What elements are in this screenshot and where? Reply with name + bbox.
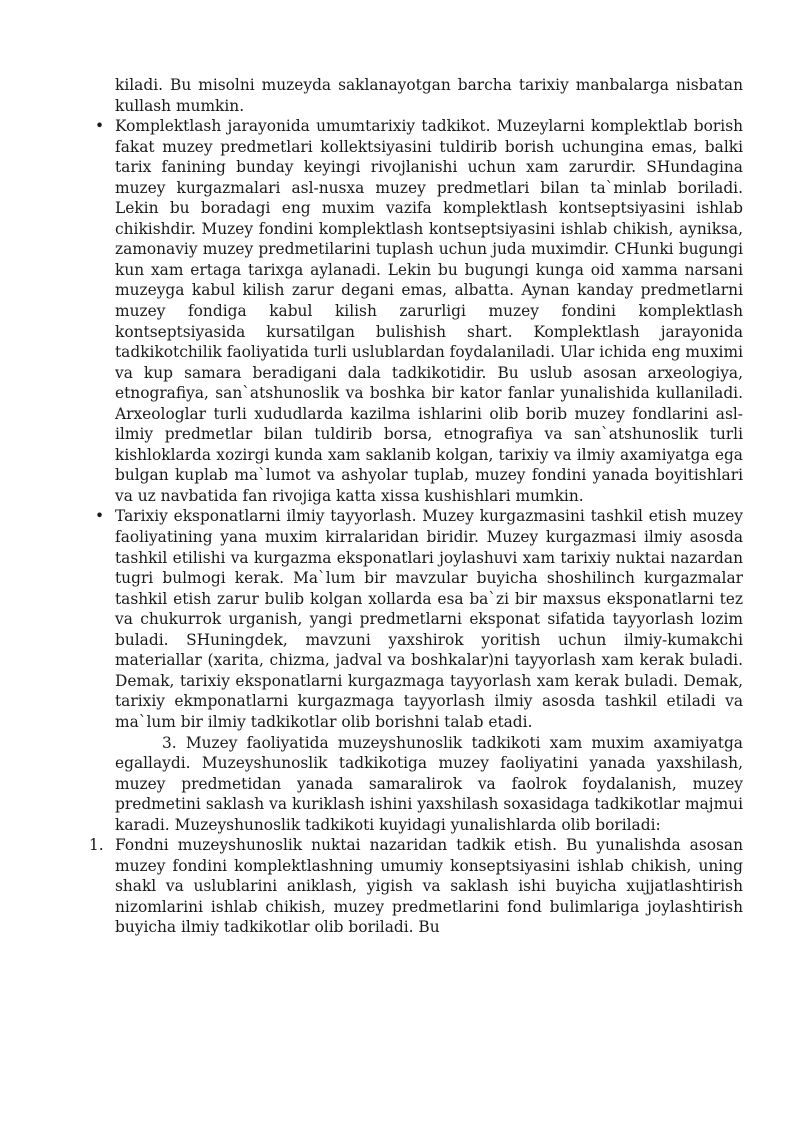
bullet-text: Tarixiy eksponatlarni ilmiy tayyorlash. Muzey kurgazmasini tashkil etish muzey faoliyatining yana muxim kirralaridan biridir. Muzey kurgazmasi ilmiy asosda tashkil etilishi va kurgazma eksponatlari joylashuvi xam tarixiy nuktai nazardan tugri bulmogi kerak. Ma`lum bir mavzular buyicha shoshilinch kurgazmalar tashkil etish zarur bulib kolgan xollarda esa ba`zi bir maxsus eksponatlarni tez va chukurrok urganish, yangi predmetlarni eksponat sifatida tayyorlash lozim buladi. SHuningdek, mavzuni yaxshirok yoritish uchun ilmiy-kumakchi materiallar (xarita, chizma, jadval va boshkalar)ni tayyorlash xam kerak buladi. Demak, tarixiy eksponatlarni kurgazmaga tayyorlash xam kerak buladi. Demak, tarixiy ekmponatlarni kurgazmaga tayyorlash ilmiy asosda tashkil etiladi va ma`lum bir ilmiy tadkikotlar olib borishni talab etadi. [115,507,743,731]
body-paragraph: 3. Muzey faoliyatida muzeyshunoslik tadkikoti xam muxim axamiyatga egallaydi. Muzeyshunoslik tadkikotiga muzey faoliyatini yanada yaxshilash, muzey predmetidan yanada samaralirok va faolrok foydalanish, muzey predmetini saklash va kuriklash ishini yaxshilash soxasidaga tadkikotlar majmui karadi. Muzeyshunoslik tadkikoti kuyidagi yunalishlarda olib boriladi: [115,733,743,834]
document-page [0,75,800,938]
bullet-item [95,116,743,506]
bullet-marker: • [95,117,105,136]
bullet-marker: • [95,507,105,526]
number-marker: 1. [89,836,104,855]
numbered-item [89,835,743,938]
bullet-item [95,506,743,732]
continuation-paragraph: kiladi. Bu misolni muzeyda saklanayotgan barcha tarixiy manbalarga nisbatan kullash mumkin. [115,76,743,115]
bullet-text: Komplektlash jarayonida umumtarixiy tadkikot. Muzeylarni komplektlab borish fakat muzey predmetlari kollektsiyasini tuldirib borish uchungina emas, balki tarix fanining bunday keyingi rivojlanishi uchun xam zarurdir. SHundagina muzey kurgazmalari asl-nusxa muzey predmetlari bilan ta`minlab boriladi. Lekin bu boradagi eng muxim vazifa komplektlash kontseptsiyasini ishlab chikishdir. Muzey fondini komplektlash kontseptsiyasini ishlab chikish, ayniksa, zamonaviy muzey predmetilarini tuplash uchun juda muximdir. CHunki bugungi kun xam ertaga tarixga aylanadi. Lekin bu bugungi kunga oid xamma narsani muzeyga kabul kilish zarur degani emas, albatta. Aynan kanday predmetlarni muzey fondiga kabul kilish zarurligi muzey fondini komplektlash kontseptsiyasida kursatilgan bulishish shart. Komplektlash jarayonida tadkikotchilik faoliyatida turli uslublardan foydalaniladi. Ular ichida eng muximi va kup samara beradigani dala tadkikotidir. Bu uslub asosan arxeologiya, etnografiya, san`atshunoslik va boshka bir kator fanlar yunalishida kullaniladi. Arxeologlar turli xududlarda kazilma ishlarini olib borib muzey fondlarini asl-ilmiy predmetlar bilan tuldirib borsa, etnografiya va san`atshunoslik turli kishloklarda xozirgi kunda xam saklanib kolgan, tarixiy va ilmiy axamiyatga ega bulgan kuplab ma`lumot va ashyolar tuplab, muzey fondini yanada boyitishlari va uz navbatida fan rivojiga katta xissa kushishlari mumkin. [115,117,743,505]
numbered-text: Fondni muzeyshunoslik nuktai nazaridan tadkik etish. Bu yunalishda asosan muzey fondini komplektlashning umumiy konseptsiyasini ishlab chikish, uning shakl va uslublarini aniklash, yigish va saklash ishi buyicha xujjatlashtirish nizomlarini ishlab chikish, muzey predmetlarini fond bulimlariga joylashtirish buyicha ilmiy tadkikotlar olib boriladi. Bu [115,836,743,937]
